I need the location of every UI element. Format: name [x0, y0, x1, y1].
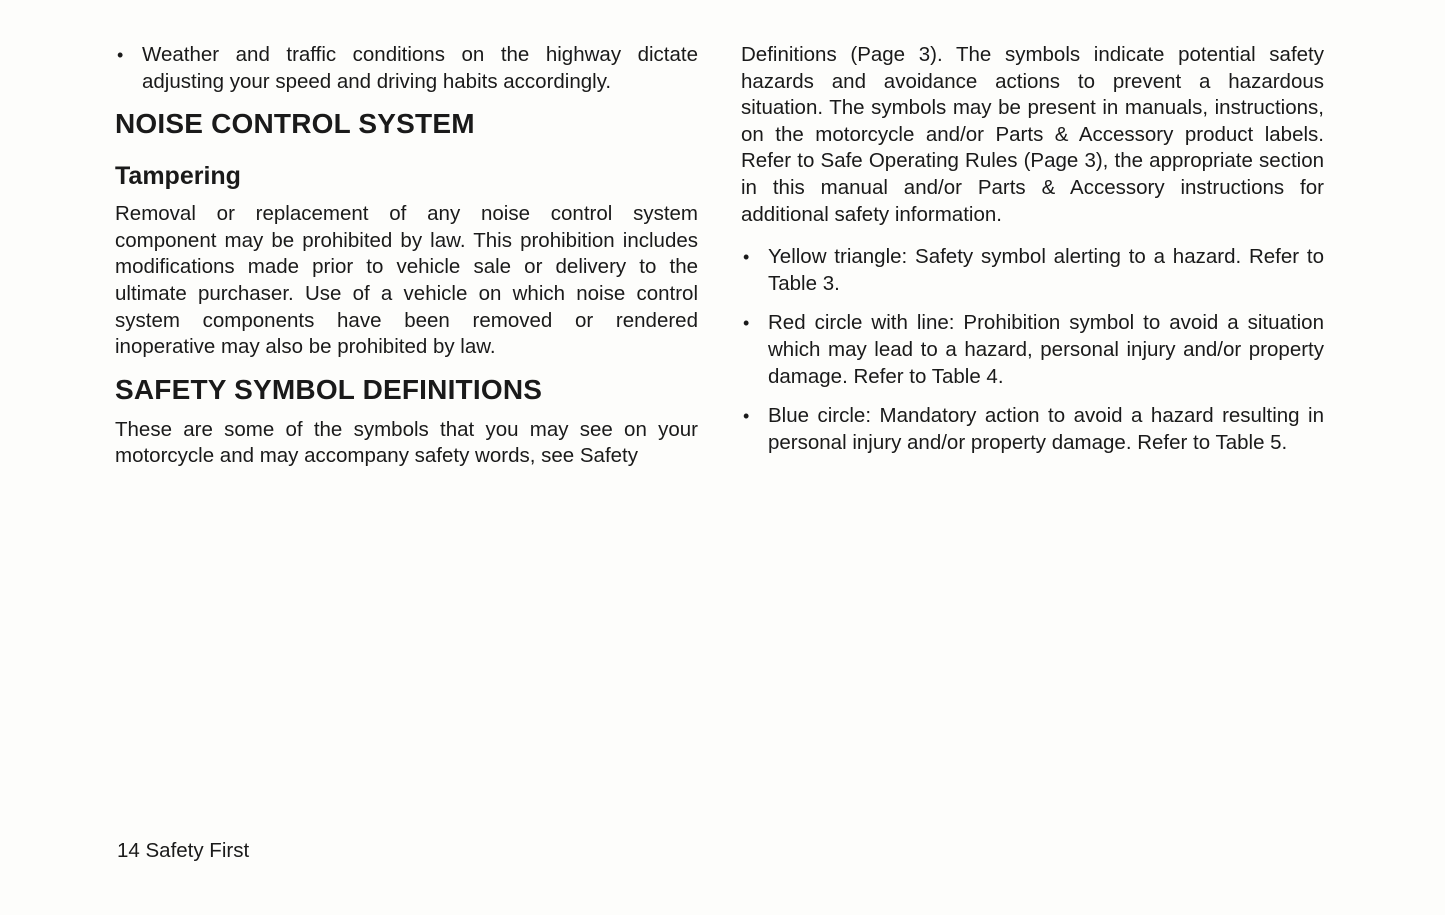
- tampering-paragraph: Removal or replacement of any noise control system component may be prohibited by law. This prohibition includes modifications made prior to vehicle sale or delivery to the ultimate purchaser. Use of a vehicle on which noise control system components have been removed or rendered inoperative may also be prohibited by law.: [115, 202, 698, 359]
- weather-bullet-list: [115, 42, 698, 95]
- subheading-tampering: Tampering: [115, 162, 241, 191]
- list-item-yellow-triangle: [741, 244, 1324, 297]
- bullet-text: Red circle with line: Prohibition symbol to avoid a situation which may lead to a hazard, personal injury and/or property damage. Refer to Table 4.: [768, 311, 1324, 388]
- bullet-icon: •: [743, 247, 750, 268]
- safety-intro-paragraph: These are some of the symbols that you may see on your motorcycle and may accompany safety words, see Safety: [115, 417, 698, 468]
- bullet-text: Blue circle: Mandatory action to avoid a hazard resulting in personal injury and/or property damage. Refer to Table 5.: [768, 404, 1324, 454]
- bullet-icon: •: [743, 313, 750, 334]
- heading-noise-control-system: NOISE CONTROL SYSTEM: [115, 108, 475, 140]
- safety-continuation-paragraph: Definitions (Page 3). The symbols indicate potential safety hazards and avoidance actions to prevent a hazardous situation. The symbols may be present in manuals, instructions, on the motorcycle and/or Parts & Accessory product labels. Refer to Safe Operating Rules (Page 3), the appropriate section in this manual and/or Parts & Accessory instructions for additional safety information.: [741, 43, 1324, 226]
- list-item-blue-circle: [741, 403, 1324, 456]
- list-item: [115, 42, 698, 95]
- bullet-icon: •: [117, 45, 124, 65]
- bullet-text: Yellow triangle: Safety symbol alerting to a hazard. Refer to Table 3.: [768, 245, 1324, 295]
- heading-safety-symbol-definitions: SAFETY SYMBOL DEFINITIONS: [115, 373, 543, 405]
- list-item-red-circle: [741, 310, 1324, 390]
- bullet-text: Weather and traffic conditions on the highway dictate adjusting your speed and driving habits accordingly.: [142, 43, 698, 93]
- page-footer: 14 Safety First: [117, 839, 250, 862]
- symbol-bullet-list: [741, 244, 1324, 456]
- bullet-icon: •: [743, 406, 750, 427]
- left-column: [115, 42, 698, 470]
- right-column: [741, 42, 1324, 469]
